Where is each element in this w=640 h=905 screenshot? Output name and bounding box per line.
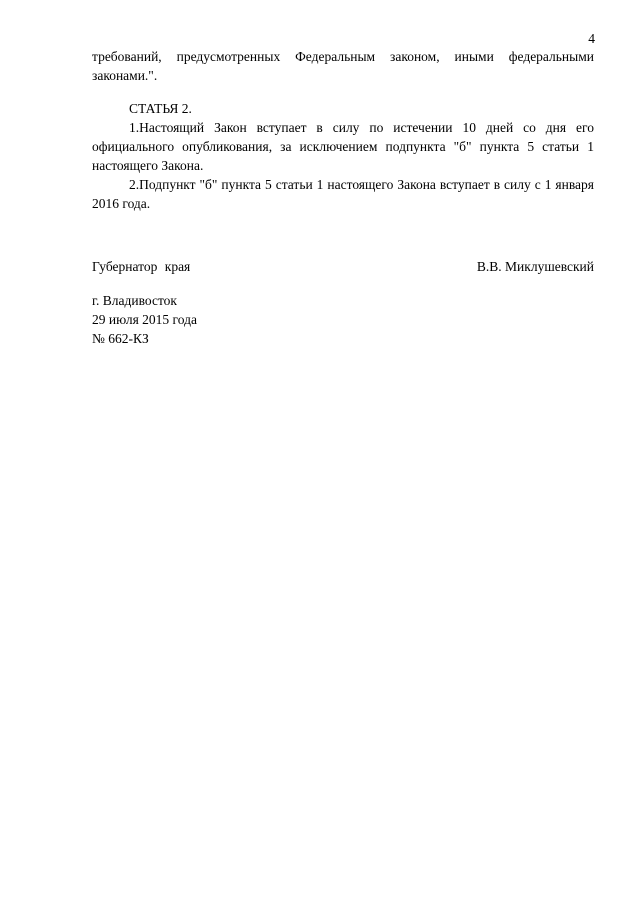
article-paragraph-2: 2.Подпункт "б" пункта 5 статьи 1 настоящего Закона вступает в силу с 1 января 2016 года. <box>92 177 594 211</box>
signature-block <box>92 257 594 276</box>
article-heading: СТАТЬЯ 2. <box>129 101 192 116</box>
page-number: 4 <box>588 31 595 46</box>
signatory-name: В.В. Миклушевский <box>476 259 594 274</box>
continuation-line-1: требований, предусмотренных Федеральным законом, иными федеральными <box>92 49 594 64</box>
continuation-line-2: законами.". <box>92 68 158 83</box>
document-meta <box>92 291 197 348</box>
article-2 <box>92 99 594 213</box>
signatory-title: Губернатор края <box>92 259 191 274</box>
meta-city: г. Владивосток <box>92 293 177 308</box>
article-paragraph-1: 1.Настоящий Закон вступает в силу по истечении 10 дней со дня его официального опубликования, за исключением подпункта "б" пункта 5 статьи 1 настоящего Закона. <box>92 120 594 173</box>
meta-date: 29 июля 2015 года <box>92 312 197 327</box>
meta-number: № 662-КЗ <box>92 331 149 346</box>
continuation-text <box>92 47 594 85</box>
